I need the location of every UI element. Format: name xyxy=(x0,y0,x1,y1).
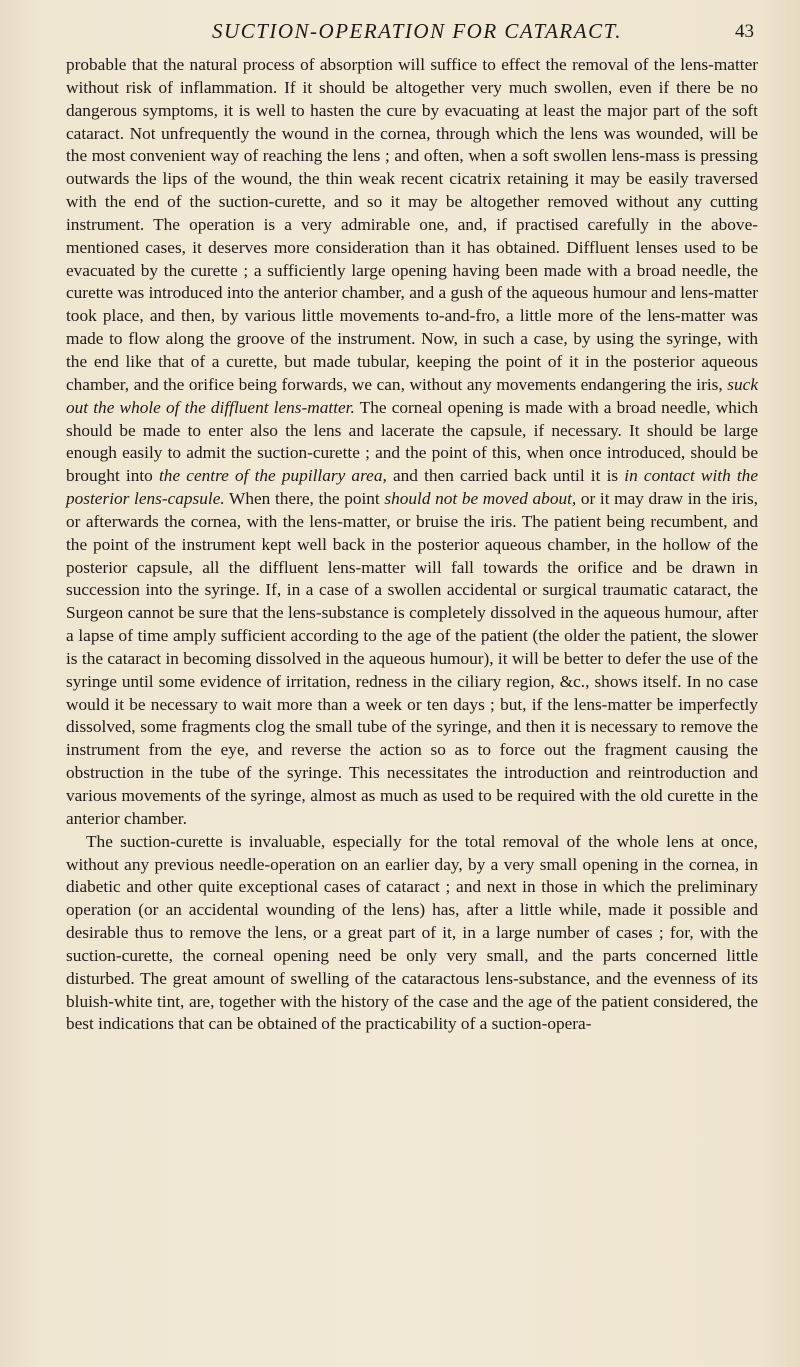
body-text xyxy=(66,54,758,1036)
paragraph xyxy=(66,54,758,831)
running-head xyxy=(60,14,754,48)
running-head-title: SUCTION-OPERATION FOR CATARACT. xyxy=(212,19,622,43)
page-number: 43 xyxy=(735,21,754,42)
italic-phrase: in contact with the posterior lens-capsule. xyxy=(66,466,758,509)
text-run: probable that the natural process of absorption will suffice to effect the removal of the lens-matter without risk of inflammation. If it should be altogether very much swollen, even if there be no dangerous symptoms, it is well to hasten the cure by evacuating at least the major part of the soft cataract. Not unfrequently the wound in the cornea, through which the lens was wounded, will be the most convenient way of reaching the lens ; and often, when a soft swollen lens-mass is pressing outwards the lips of the wound, the thin weak recent cicatrix retaining it may be easily traversed with the end of the suction-curette, and so it may be altogether removed without any cutting instrument. The operation is a very admirable one, and, if practised carefully in the above-mentioned cases, it deserves more consideration than it has obtained. Diffluent lenses used to be evacuated by the curette ; a sufficiently large opening having been made with a broad needle, the curette was introduced into the anterior chamber, and a gush of the aqueous humour and lens-matter took place, and then, by various little movements to-and-fro, a little more of the lens-matter was made to flow along the groove of the instrument. Now, in such a case, by using the syringe, with the end like that of a curette, but made tubular, keeping the point of it in the posterior aqueous chamber, and the orifice being forwards, we can, without any movements endangering the iris, xyxy=(66,55,758,394)
italic-phrase: suck out the whole of the diffluent lens-matter. xyxy=(66,374,758,417)
text-run: and then carried back until it is xyxy=(386,466,625,486)
text-run: or it may draw in the iris, or afterwards the cornea, with the lens-matter, or bruise the iris. The patient being recumbent, and the point of the instrument kept well back in the posterior aqueous chamber, in the hollow of the posterior capsule, all the diffluent lens-matter will fall towards the orifice and be drawn in succession into the syringe. If, in a case of a swollen accidental or surgical traumatic cataract, the Surgeon cannot be sure that the lens-substance is completely dissolved in the aqueous humour, after a lapse of time amply sufficient according to the age of the patient (the older the patient, the slower is the cataract in becoming dissolved in the aqueous humour), it will be better to defer the use of the syringe until some evidence of irritation, redness in the ciliary region, &c., shows itself. In no case would it be necessary to wait more than a week or ten days ; but, if the lens-matter be imperfectly dissolved, some fragments clog the small tube of the syringe, and then it is necessary to remove the instrument from the eye, and reverse the action so as to force out the fragment causing the obstruction in the tube of the syringe. This necessitates the introduction and reintroduction and various movements of the syringe, almost as much as used to be required with the old curette in the anterior chamber. xyxy=(66,489,758,828)
italic-phrase: should not be moved about, xyxy=(384,489,577,509)
text-run: When there, the point xyxy=(224,489,385,509)
text-run: The corneal opening is made with a broad needle, which should be made to enter also the lens and lacerate the capsule, if necessary. It should be large enough easily to admit the suction-curette ; and the point of this, when once introduced, should be brought into xyxy=(66,397,758,486)
italic-phrase: the centre of the pupillary area, xyxy=(159,466,387,486)
paragraph xyxy=(66,831,758,1037)
text-run: The suction-curette is invaluable, especially for the total removal of the whole lens at once, without any previous needle-operation on an earlier day, by a very small opening in the cornea, in diabetic and other quite exceptional cases of cataract ; and next in those in which the preliminary operation (or an accidental wounding of the lens) has, after a little while, made it possible and desirable thus to remove the lens, or a great part of it, in a large number of cases ; for, with the suction-curette, the corneal opening need be only very small, and the parts concerned little disturbed. The great amount of swelling of the cataractous lens-substance, and the evenness of its bluish-white tint, are, together with the history of the case and the age of the patient considered, the best indications that can be obtained of the practicability of a suction-opera- xyxy=(66,831,758,1034)
